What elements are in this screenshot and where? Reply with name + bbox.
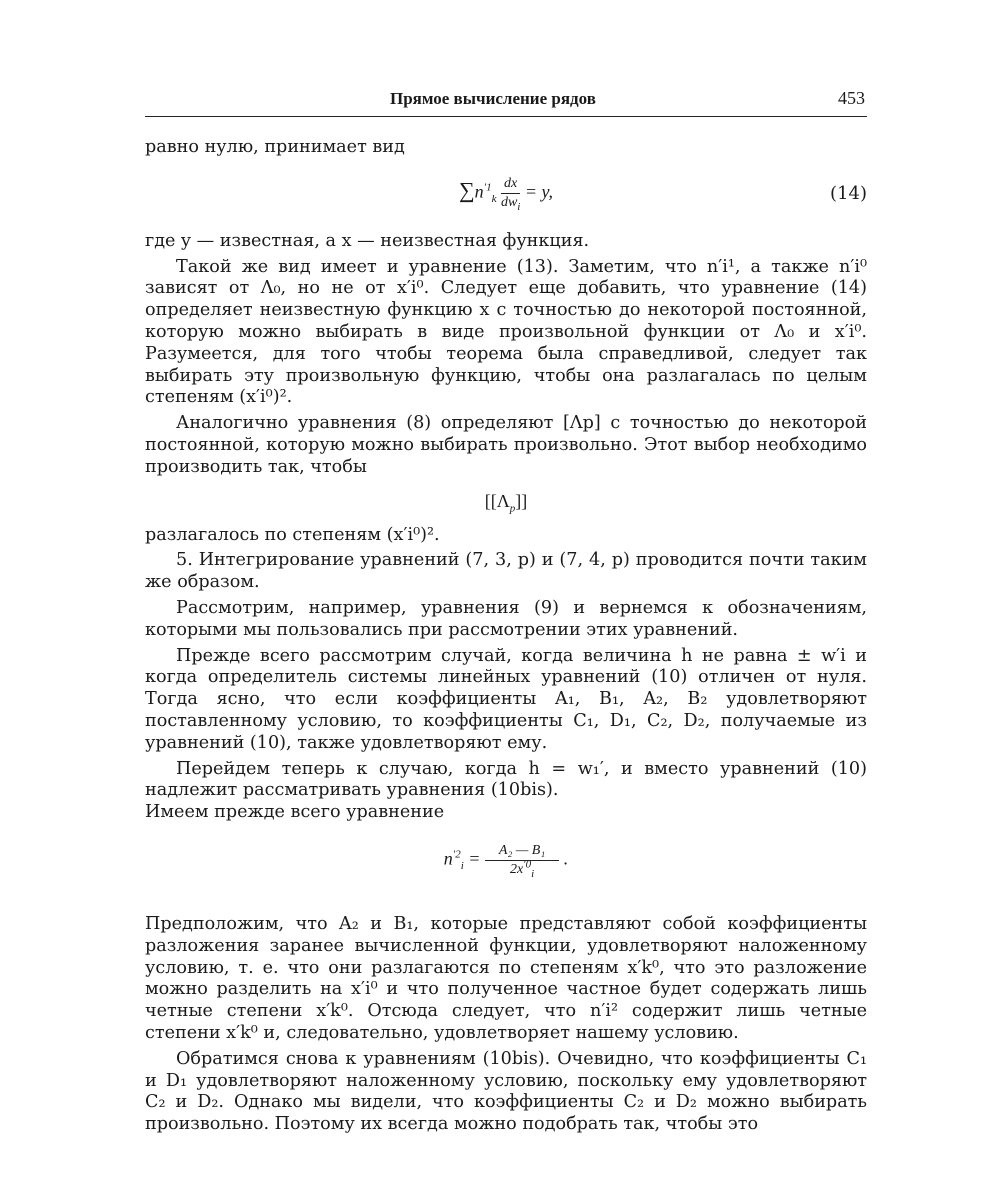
running-title: Прямое вычисление рядов	[390, 89, 596, 108]
fraction-a2-b1: $\frac{\text{A₂ — B₁}}{2x^{'0}_i}$	[485, 842, 559, 879]
paragraph-we-have: Имеем прежде всего уравнение	[145, 802, 445, 823]
sum-symbol: ∑	[458, 177, 475, 203]
page-body	[145, 137, 867, 1136]
paragraph-second-case: Перейдем теперь к случаю, когда h = w₁′, и вместо уравнений (10) надлежит рассматривать уравнения (10bis).	[145, 758, 867, 801]
paragraph-first-case: Прежде всего рассмотрим случай, когда величина h не равна ± w′i и когда определитель системы линейных уравнений (10) отличен от нуля. Тогда ясно, что если коэффициенты A₁, B₁, A₂, B₂ удовлетворяют поставленному условию, то коэффициенты C₁, D₁, C₂, D₂, получаемые из уравнений (10), также удовлетворяют ему.	[145, 645, 867, 753]
paragraph-analogous: Аналогично уравнения (8) определяют [Λp] с точностью до некоторой постоянной, которую можно выбирать произвольно. Этот выбор необходимо производить так, чтобы	[145, 413, 867, 477]
equation-number: (14)	[830, 182, 867, 204]
paragraph-same-form: Такой же вид имеет и уравнение (13). Заметим, что n′i¹, а также n′i⁰ зависят от Λ₀, но не от x′i⁰. Следует еще добавить, что уравнение (14) определяет неизвестную функцию x с точностью до некоторой постоянной, которую можно выбирать в виде произвольной функции от Λ₀ и x′i⁰. Разумеется, для того чтобы теорема была справедливой, следует так выбирать эту произвольную функцию, чтобы она разлагалась по целым степеням (x′i⁰)².	[145, 256, 867, 408]
paragraph-return: Обратимся снова к уравнениям (10bis). Очевидно, что коэффициенты C₁ и D₁ удовлетворяют наложенному условию, поскольку ему удовлетворяют C₂ и D₂. Однако мы видели, что коэффициенты C₂ и D₂ можно выбирать произвольно. Поэтому их всегда можно подобрать так, чтобы это	[145, 1048, 867, 1135]
paragraph-intro: равно нулю, принимает вид	[145, 137, 405, 157]
page-number: 453	[838, 88, 865, 108]
fraction-dx-dw: $\frac{dx}{dw_i}$	[500, 175, 521, 213]
paragraph-expand: разлагалось по степеням (x′i⁰)².	[145, 524, 440, 545]
paragraph-consider: Рассмотрим, например, уравнения (9) и вернемся к обозначениям, которыми мы пользовались при рассмотрении этих уравнений.	[145, 597, 867, 640]
paragraph-section-5: 5. Интегрирование уравнений (7, 3, p) и (7, 4, p) проводится почти таким же образом.	[145, 550, 867, 593]
equation-lambda-p: $[[\Lambda_p]]$	[484, 490, 528, 515]
equation-14: $\sum n^{'1}_k$ $\frac{dx}{dw_i}$ = y, (14)	[458, 175, 867, 213]
equation-n-squared: $n^{'2}_i$ = $\frac{\text{A₂ — B₁}}{2x^{'0}_i}$ .	[443, 842, 569, 880]
running-header	[145, 86, 867, 117]
paragraph-suppose: Предположим, что A₂ и B₁, которые представляют собой коэффициенты разложения заранее вычисленной функции, удовлетворяют наложенному условию, т. е. что они разлагаются по степеням x′k⁰, что это разложение можно разделить на x′i⁰ и что полученное частное будет содержать лишь четные степени x′k⁰. Отсюда следует, что n′i² содержит лишь четные степени x′k⁰ и, следовательно, удовлетворяет нашему условию.	[145, 913, 867, 1043]
paragraph-where: где y — известная, а x — неизвестная функция.	[145, 230, 590, 251]
